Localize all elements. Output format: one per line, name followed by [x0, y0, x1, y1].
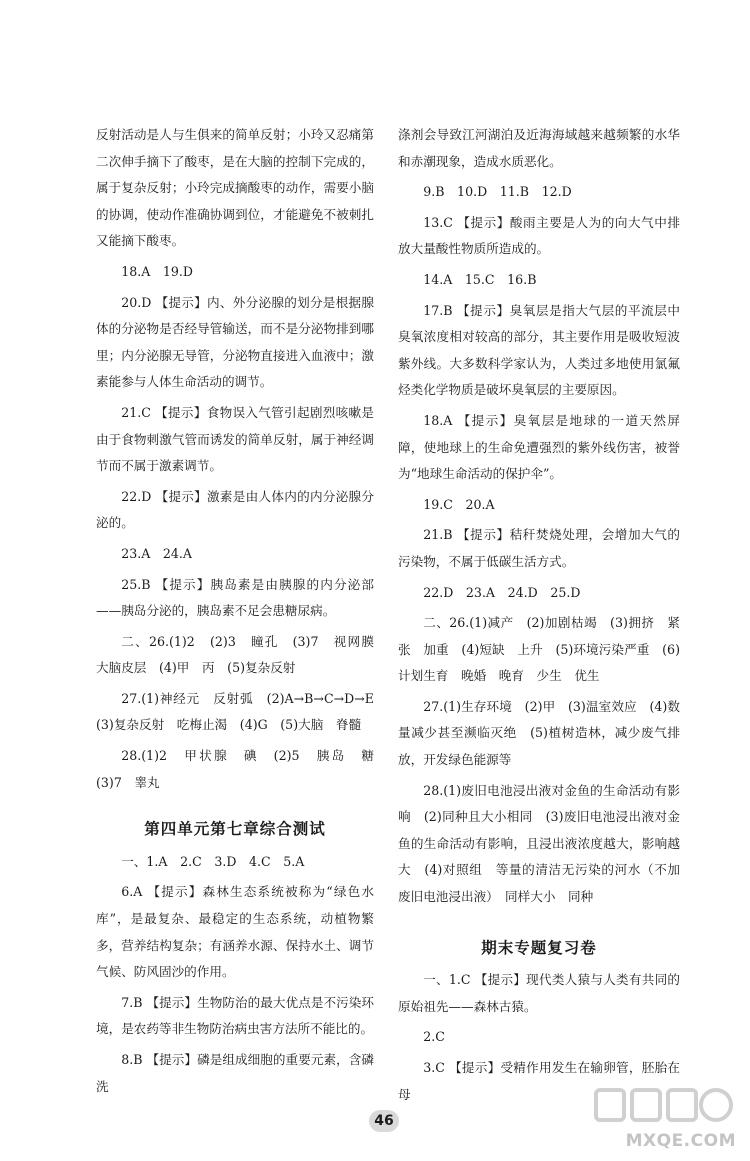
- text-paragraph: 涤剂会导致江河湖泊及近海海域越来越频繁的水华和赤潮现象，造成水质恶化。: [398, 127, 680, 169]
- answer-paragraph: 6.A 【提示】森林生态系统被称为“绿色水库”，是最复杂、最稳定的生态系统，动植物繁多，营养结构复杂；有涵养水源、保持水土、调节气候、防风固沙的作用。: [96, 884, 374, 980]
- answer-paragraph: 21.B 【提示】秸秆焚烧处理，会增加大气的污染物，不属于低碳生活方式。: [398, 527, 680, 569]
- right-column: [398, 122, 680, 1108]
- answer-paragraph: 一、1.C 【提示】现代类人猿与人类有共同的原始祖先——森林古猿。: [398, 972, 680, 1014]
- answer-paragraph: 21.C 【提示】食物误入气管引起剧烈咳嗽是由于食物刺激气管而诱发的简单反射，属于神经调节而不属于激素调节。: [96, 404, 374, 474]
- answer-line: 2.C: [423, 1029, 445, 1045]
- section-heading: 期末专题复习卷: [481, 938, 597, 957]
- left-column: [96, 122, 387, 1100]
- answer-paragraph: 二、26.(1)减产 (2)加剧枯竭 (3)拥挤 紧张 加重 (4)短缺 上升 (5)环境污染严重 (6)计划生育 晚婚 晚育 少生 优生: [398, 615, 680, 684]
- answer-line: 9.B 10.D 11.B 12.D: [423, 184, 572, 200]
- answer-paragraph: 17.B 【提示】臭氧层是指大气层的平流层中臭氧浓度相对较高的部分，其主要作用是吸收短波紫外线。大多数科学家认为，人类过多地使用氯氟烃类化学物质是破坏臭氧层的主要原因。: [398, 302, 680, 398]
- answer-paragraph: 3.C 【提示】受精作用发生在输卵管，胚胎在母: [398, 1060, 680, 1102]
- answer-paragraph: 27.(1)神经元 反射弧 (2)A→B→C→D→E (3)复杂反射 吃梅止渴 (4)G (5)大脑 脊髓: [96, 690, 387, 733]
- answer-paragraph: 20.D 【提示】内、外分泌腺的划分是根据腺体的分泌物是否经导管输送，而不是分泌物排到哪里；内分泌腺无导管，分泌物直接进入血液中；激素能参与人体生命活动的调节。: [96, 294, 374, 390]
- answer-paragraph: 22.D 【提示】激素是由人体内的内分泌腺分泌的。: [96, 488, 374, 531]
- answer-line: 23.A 24.A: [121, 545, 193, 561]
- answer-line: 19.C 20.A: [423, 496, 495, 512]
- answer-paragraph: 二、26.(1)2 (2)3 瞳孔 (3)7 视网膜 大脑皮层 (4)甲 丙 (5)复杂反射: [96, 633, 387, 676]
- answer-paragraph: 8.B 【提示】磷是组成细胞的重要元素，含磷洗: [96, 1052, 374, 1094]
- section-heading: 第四单元第七章综合测试: [144, 820, 326, 839]
- answer-paragraph: 13.C 【提示】酸雨主要是人为的向大气中排放大量酸性物质所造成的。: [398, 214, 680, 257]
- answer-line: 一、1.A 2.C 3.D 4.C 5.A: [121, 853, 305, 869]
- answer-paragraph: 7.B 【提示】生物防治的最大优点是不污染环境，是农药等非生物防治病虫害方法所不能比的。: [96, 994, 374, 1037]
- answer-line: 18.A 19.D: [121, 263, 194, 279]
- watermark-text: MXQE.COM: [625, 1131, 736, 1151]
- page-number: 46: [369, 1110, 399, 1132]
- answer-paragraph: 18.A 【提示】臭氧层是地球的一道天然屏障，使地球上的生命免遭强烈的紫外线伤害，被誉为“地球生命活动的保护伞”。: [398, 412, 680, 482]
- answer-paragraph: 27.(1)生存环境 (2)甲 (3)温室效应 (4)数量减少甚至濒临灭绝 (5)植树造林，减少废气排放，开发绿色能源等: [398, 698, 680, 768]
- answer-paragraph: 28.(1)2 甲状腺 碘 (2)5 胰岛 糖 (3)7 睾丸: [96, 748, 387, 790]
- answer-paragraph: 25.B 【提示】胰岛素是由胰腺的内分泌部——胰岛分泌的，胰岛素不足会患糖尿病。: [96, 576, 374, 619]
- answer-line: 22.D 23.A 24.D 25.D: [423, 584, 581, 600]
- answer-paragraph: 28.(1)废旧电池浸出液对金鱼的生命活动有影响 (2)同种且大小相同 (3)废旧电池浸出液对金鱼的生命活动有影响，且浸出液浓度越大，影响越大 (4)对照组 等量的清洁无污染的河水（不加废旧电池浸出液） 同样大小 同种: [398, 782, 680, 905]
- answer-line: 14.A 15.C 16.B: [423, 271, 537, 287]
- text-paragraph: 反射活动是人与生俱来的简单反射；小玲又忍痛第二次伸手摘下了酸枣，是在大脑的控制下完成的，属于复杂反射；小玲完成摘酸枣的动作，需要小脑的协调，使动作准确协调到位，才能避免不被刺扎又能摘下酸枣。: [96, 127, 374, 249]
